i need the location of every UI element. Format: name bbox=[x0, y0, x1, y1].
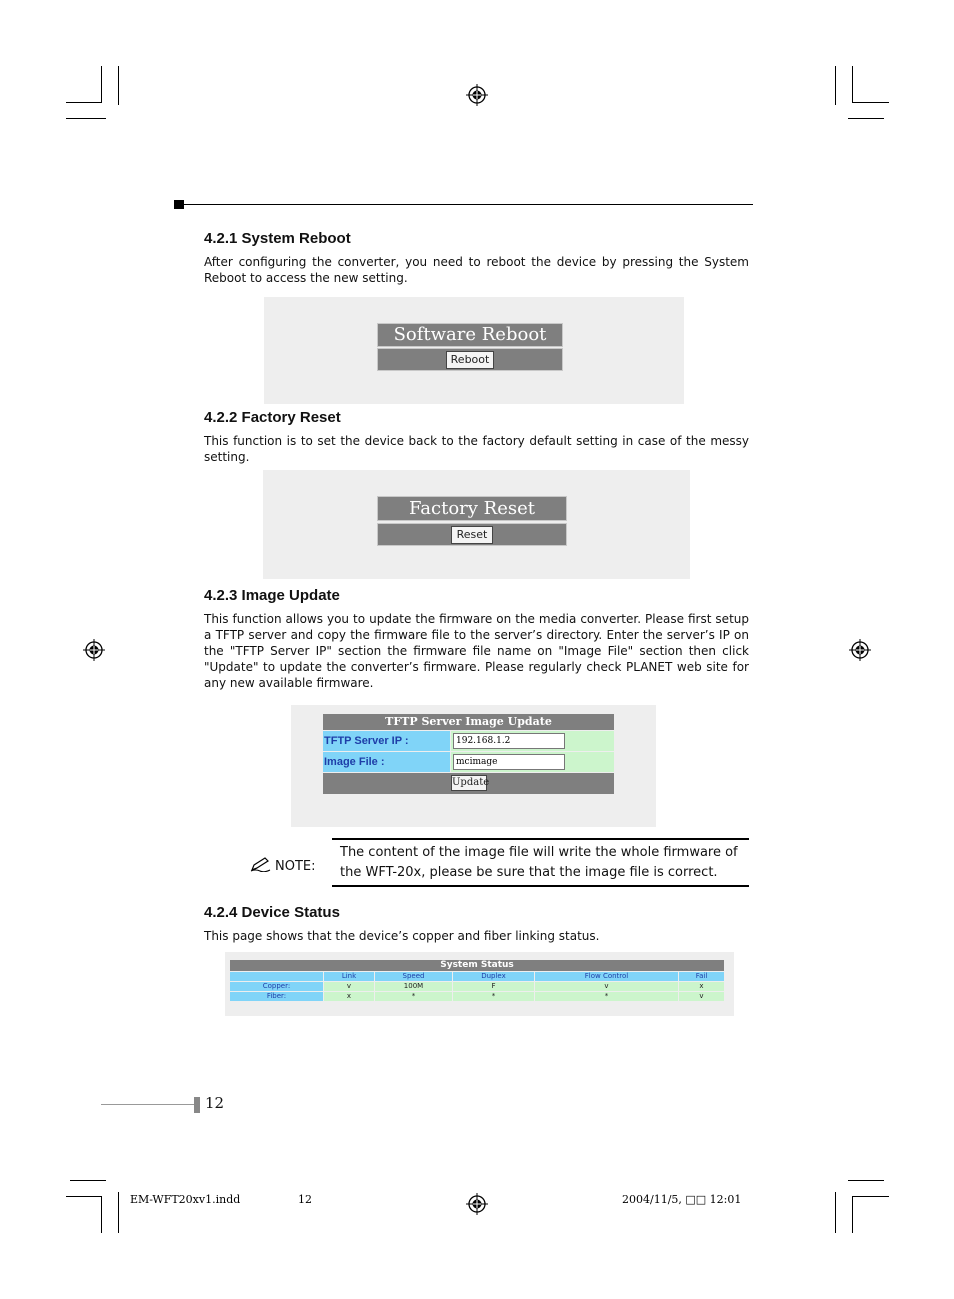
tftp-panel-title: TFTP Server Image Update bbox=[323, 714, 614, 730]
status-cell: F bbox=[453, 982, 534, 991]
slug-file: EM-WFT20xv1.indd bbox=[130, 1193, 241, 1206]
crop-mark bbox=[66, 102, 102, 103]
status-row-label: Copper: bbox=[230, 982, 323, 991]
tftp-server-ip-input[interactable]: 192.168.1.2 bbox=[453, 733, 565, 749]
note-text: The content of the image file will write the whole firmware of the WFT-20x, please be sure that the image file is correct. bbox=[340, 845, 738, 880]
header-rule-square bbox=[174, 200, 184, 209]
status-col-header: Speed bbox=[375, 972, 452, 981]
update-button[interactable]: Update bbox=[451, 775, 487, 791]
factory-reset-panel bbox=[263, 470, 690, 579]
system-status-panel bbox=[225, 952, 734, 1016]
status-col-header: Flow Control bbox=[535, 972, 678, 981]
section-heading-reboot: 4.2.1 System Reboot bbox=[204, 230, 351, 247]
section-heading-factory: 4.2.2 Factory Reset bbox=[204, 409, 341, 426]
crop-mark bbox=[835, 66, 836, 105]
reboot-button[interactable]: Reboot bbox=[446, 351, 494, 369]
section-heading-device-status: 4.2.4 Device Status bbox=[204, 904, 340, 921]
section-heading-image-update: 4.2.3 Image Update bbox=[204, 587, 340, 604]
note-top-rule bbox=[332, 838, 749, 840]
crop-mark bbox=[118, 1192, 119, 1233]
crop-mark bbox=[835, 1192, 836, 1233]
pencil-icon bbox=[250, 856, 272, 872]
status-cell: 100M bbox=[375, 982, 452, 991]
crop-mark bbox=[852, 66, 853, 103]
system-status-title: System Status bbox=[230, 960, 724, 971]
status-cell: x bbox=[324, 992, 374, 1001]
slug-page: 12 bbox=[298, 1193, 312, 1206]
registration-mark-icon bbox=[466, 84, 488, 106]
reset-button[interactable]: Reset bbox=[451, 526, 493, 544]
status-col-header: Duplex bbox=[453, 972, 534, 981]
header-rule bbox=[184, 204, 753, 205]
software-reboot-title: Software Reboot bbox=[377, 323, 563, 347]
crop-mark bbox=[66, 118, 106, 119]
tftp-update-panel bbox=[291, 705, 656, 827]
crop-mark bbox=[852, 102, 889, 103]
image-file-input[interactable]: mcimage bbox=[453, 754, 565, 770]
crop-mark bbox=[70, 1180, 106, 1181]
section-body-factory: This function is to set the device back to the factory default setting in case of the messy setting. bbox=[204, 434, 749, 464]
software-reboot-panel bbox=[264, 297, 684, 404]
crop-mark bbox=[101, 1196, 102, 1233]
crop-mark bbox=[848, 118, 884, 119]
page-number-bar bbox=[194, 1097, 200, 1113]
note-label: NOTE: bbox=[275, 859, 316, 874]
crop-mark bbox=[118, 66, 119, 105]
status-cell: v bbox=[324, 982, 374, 991]
registration-mark-icon bbox=[466, 1193, 488, 1215]
status-row-label: Fiber: bbox=[230, 992, 323, 1001]
crop-mark bbox=[852, 1196, 853, 1233]
crop-mark bbox=[848, 1180, 884, 1181]
status-cell: * bbox=[453, 992, 534, 1001]
status-cell: * bbox=[535, 992, 678, 1001]
factory-reset-title: Factory Reset bbox=[377, 496, 567, 521]
crop-mark bbox=[101, 66, 102, 103]
registration-mark-icon bbox=[83, 639, 105, 661]
status-cell: x bbox=[679, 982, 724, 991]
crop-mark bbox=[852, 1196, 889, 1197]
section-body-reboot: After configuring the converter, you need to reboot the device by pressing the System Reboot to access the new setting. bbox=[204, 255, 749, 285]
status-cell: v bbox=[535, 982, 678, 991]
crop-mark bbox=[66, 1196, 102, 1197]
status-cell: v bbox=[679, 992, 724, 1001]
registration-mark-icon bbox=[849, 639, 871, 661]
status-col-header: Fail bbox=[679, 972, 724, 981]
slug-datetime: 2004/11/5, □□ 12:01 bbox=[622, 1193, 742, 1206]
section-body-image-update: This function allows you to update the firmware on the media converter. Please first setup a TFTP server and copy the firmware file to the server’s directory. Enter the server’s IP on the "TFTP Server IP" section the firmware file name on "Image File" section then click "Update" to update the converter’s firmware. Please regularly check PLANET web site for any new available firmware. bbox=[204, 612, 749, 690]
note-bottom-rule bbox=[332, 885, 749, 887]
page-number: 12 bbox=[205, 1094, 225, 1112]
section-body-device-status: This page shows that the device’s copper and fiber linking status. bbox=[204, 929, 600, 943]
status-cell: * bbox=[375, 992, 452, 1001]
image-file-label: Image File : bbox=[323, 752, 450, 772]
status-col-header bbox=[230, 972, 323, 981]
footer-rule bbox=[101, 1104, 194, 1105]
tftp-server-ip-label: TFTP Server IP : bbox=[323, 731, 450, 751]
status-col-header: Link bbox=[324, 972, 374, 981]
